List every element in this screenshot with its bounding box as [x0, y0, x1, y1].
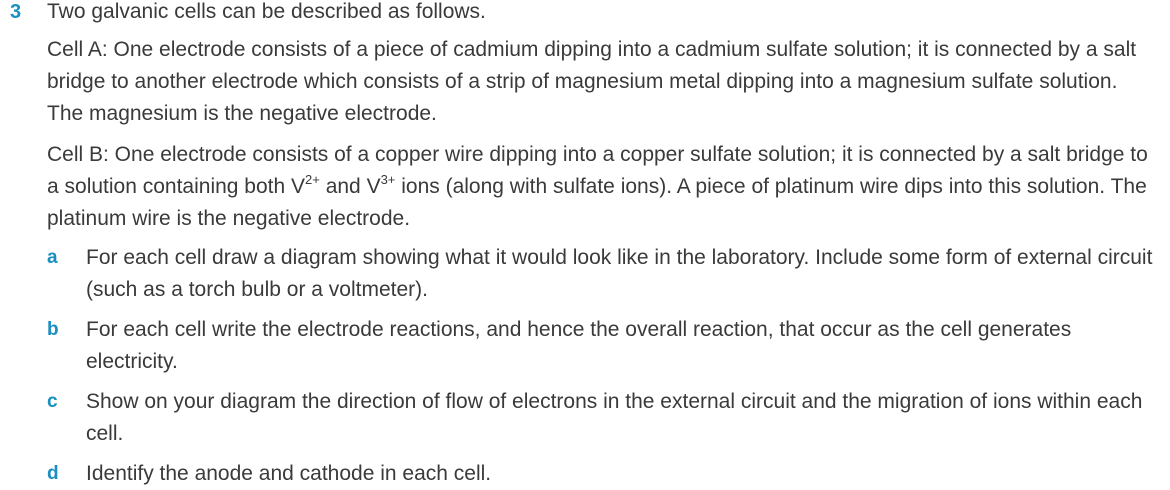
charge-3plus: 3+ [380, 172, 396, 187]
charge-2plus: 2+ [305, 172, 320, 187]
sub-question-text: For each cell write the electrode reactions, and hence the overall reaction, that occur as the cell generates electricity. [86, 318, 1072, 373]
cell-b-text-3: ions (along with sulfate ions). A piece of platinum wire dips into this solution. The platinum wire is the negative electrode. [47, 175, 1147, 230]
cell-a-description: Cell A: One electrode consists of a piece of cadmium dipping into a cadmium sulfate solution; it is connected by a salt bridge to another electrode which consists of a strip of magnesium metal dipping into a magnesium sulfate solution. The magnesium is the negative electrode. [47, 38, 1137, 125]
sub-question-text: Identify the anode and cathode in each cell. [86, 462, 492, 485]
sub-question-text: Show on your diagram the direction of flow of electrons in the external circuit and the migration of ions within each cell. [86, 390, 1143, 445]
question-number: 3 [10, 1, 22, 23]
question-intro: Two galvanic cells can be described as follows. [47, 0, 486, 23]
sub-question-text: For each cell draw a diagram showing what it would look like in the laboratory. Include some form of external circuit (such as a torch bulb or a voltmeter). [86, 246, 1153, 301]
sub-question-letter: a [47, 247, 58, 268]
sub-question-letter: c [47, 391, 58, 412]
cell-b-text-1: Cell B: One electrode consists of a copper wire dipping into a copper sulfate solution; it is connected by a salt bridge to a solution containing both V [47, 143, 1148, 198]
cell-b-description [47, 139, 1157, 235]
sub-question-letter: b [47, 319, 59, 340]
sub-question-letter: d [47, 463, 59, 484]
cell-b-text-2: and V [319, 175, 381, 198]
